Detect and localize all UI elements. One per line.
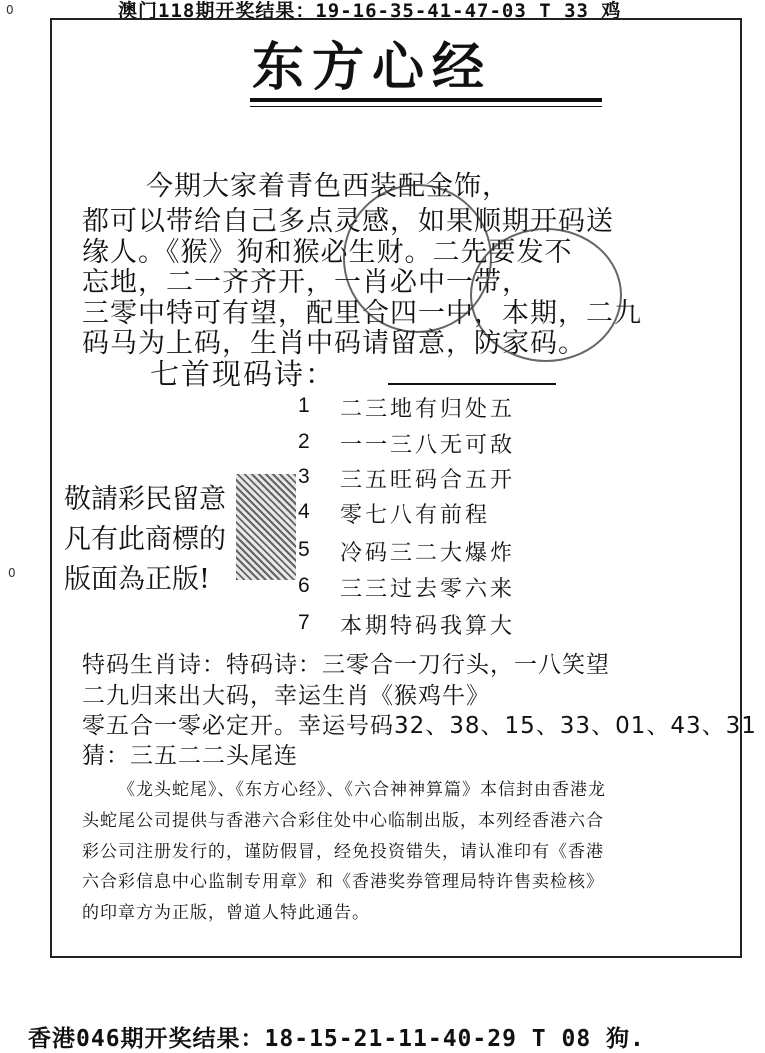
poem-heading: 七首现码诗：	[150, 357, 337, 391]
top-draw-result: 澳门118期开奖结果：19-16-35-41-47-03 T 33 鸡	[118, 0, 622, 22]
poem-number: 3	[298, 465, 310, 488]
special-line: 零五合一零必定开。幸运号码32、38、15、33、01、43、31	[82, 713, 757, 739]
poem-number: 7	[298, 611, 310, 634]
page-title: 东方心经	[252, 37, 493, 98]
seal-stamp	[470, 228, 622, 362]
poem-number: 4	[298, 500, 310, 523]
special-line: 二九归来出大码，幸运生肖《猴鸡牛》	[82, 683, 490, 709]
special-line: 猜：三五二二头尾连	[82, 743, 298, 769]
title-underline-thin	[250, 106, 602, 107]
poem-line: 三三过去零六来	[340, 577, 516, 602]
poem-line: 冷码三二大爆炸	[340, 541, 516, 566]
notice-line: 版面為正版!	[64, 564, 210, 595]
title-underline	[250, 98, 602, 102]
poem-number: 6	[298, 574, 310, 597]
special-line: 特码生肖诗：特码诗：三零合一刀行头，一八笑望	[82, 652, 610, 678]
poem-line: 一一三八无可敌	[340, 433, 516, 458]
bottom-draw-result: 香港046期开奖结果：18-15-21-11-40-29 T 08 狗.	[28, 1026, 645, 1052]
body-line: 都可以带给自己多点灵感，如果顺期开码送	[82, 206, 614, 237]
body-line: 三零中特可有望，配里合四一中，本期，二九	[82, 298, 642, 329]
poem-number: 5	[298, 538, 310, 561]
poem-line: 二三地有归处五	[340, 397, 516, 422]
footer-line: 彩公司注册发行的，谨防假冒，经免投资错失，请认准印有《香港	[82, 842, 604, 862]
margin-mark: 0	[8, 566, 16, 580]
footer-line: 六合彩信息中心监制专用章》和《香港奖券管理局特许售卖检核》	[82, 872, 604, 892]
footer-line: 头蛇尾公司提供与香港六合彩住处中心临制出版，本列经香港六合	[82, 811, 604, 831]
body-line: 今期大家着青色西装配金饰，	[146, 171, 510, 202]
body-line: 码马为上码，生肖中码请留意，防家码。	[82, 328, 586, 359]
trademark-emblem	[236, 474, 296, 580]
poem-number: 2	[298, 430, 310, 453]
poem-line: 零七八有前程	[340, 503, 491, 528]
body-line: 缘人。《猴》狗和猴必生财。二先要发不	[82, 237, 573, 268]
poem-number: 1	[298, 394, 310, 417]
footer-line: 《龙头蛇尾》、《东方心经》、《六合神神算篇》本信封由香港龙	[118, 780, 606, 800]
poem-line: 三五旺码合五开	[340, 468, 516, 493]
heading-rule	[388, 383, 556, 385]
margin-mark: 0	[6, 3, 14, 17]
notice-line: 敬請彩民留意	[64, 484, 226, 515]
seal-stamp	[343, 184, 492, 333]
poem-line: 本期特码我算大	[340, 614, 516, 639]
notice-line: 凡有此商標的	[64, 524, 226, 555]
footer-line: 的印章方为正版，曾道人特此通告。	[82, 903, 370, 923]
body-line: 忘地，二一齐齐开，一肖必中一带，	[82, 267, 530, 298]
